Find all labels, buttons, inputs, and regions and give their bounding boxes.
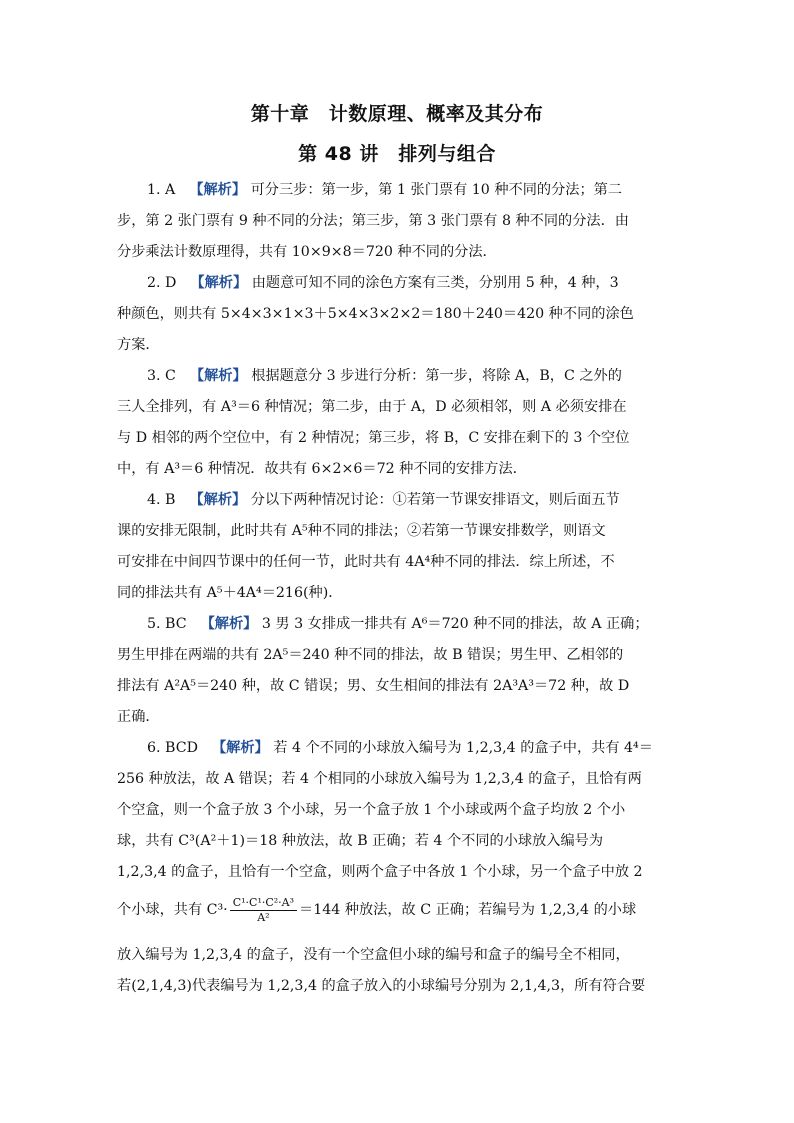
lesson-title: 第 48 讲 排列与组合 — [298, 143, 496, 165]
item-6-line-2: 256 种放法，故 A 错误；若 4 个相同的小球放入编号为 1,2,3,4 的盒子，且恰有两 — [117, 771, 642, 787]
item-4-line-4: 同的排法共有 A⁵＋4A⁴＝216(种)． — [117, 585, 343, 601]
item-5-line-3: 排法有 A²A⁵＝240 种，故 C 错误；男、女生相间的排法有 2A³A³＝72 种，故 D — [117, 678, 630, 694]
item-6-line-4: 球，共有 C³(A²＋1)＝18 种放法，故 B 正确；若 4 个不同的小球放入编号为 — [117, 833, 604, 849]
item-1-line-3: 分步乘法计数原理得，共有 10×9×8＝720 种不同的分法． — [117, 244, 497, 260]
item-5-line-1: 5. BC 【解析】 3 男 3 女排成一排共有 A⁶＝720 种不同的排法，故 A 正确； — [147, 616, 649, 632]
item-3-line-1: 3. C 【解析】 根据题意分 3 步进行分析：第一步，将除 A，B，C 之外的 — [147, 368, 622, 384]
chapter-title: 第十章 计数原理、概率及其分布 — [250, 103, 544, 125]
analysis-tag: 【解析】 — [200, 616, 258, 632]
item-2-line-1: 2. D 【解析】 由题意可知不同的涂色方案有三类，分别用 5 种，4 种，3 — [147, 275, 619, 291]
item-3-line-2: 三人全排列，有 A³＝6 种情况；第二步，由于 A，D 必须相邻，则 A 必须安排在 — [117, 399, 627, 415]
item-6-line-3: 个空盒，则一个盒子放 3 个小球，另一个盒子放 1 个小球或两个盒子均放 2 个小 — [117, 802, 626, 818]
item-4-line-1: 4. B 【解析】 分以下两种情况讨论：①若第一节课安排语文，则后面五节 — [147, 492, 620, 508]
fraction: $\frac{\text{C¹·C¹·C²·A³}}{\text{A²}}$ — [230, 896, 297, 925]
item-5-line-4: 正确． — [117, 709, 160, 725]
item-6-fraction-line: 个小球，共有 C³· $\frac{\text{C¹·C¹·C²·A³}}{\text{A²}}$ ＝144 种放法，故 C 正确；若编号为 1,2,3,4 的小球 — [117, 895, 637, 924]
item-4-line-2: 课的安排无限制，此时共有 A⁵种不同的排法；②若第一节课安排数学，则语文 — [117, 523, 606, 539]
item-2-line-2: 种颜色，则共有 5×4×3×1×3＋5×4×3×2×2＝180＋240＝420 种不同的涂色 — [117, 306, 634, 322]
item-1-line-1: 1. A 【解析】 可分三步：第一步，第 1 张门票有 10 种不同的分法；第二 — [147, 182, 623, 198]
item-3-line-3: 与 D 相邻的两个空位中，有 2 种情况；第三步，将 B，C 安排在剩下的 3 个空位 — [117, 430, 630, 446]
item-6-line-5: 1,2,3,4 的盒子，且恰有一个空盒，则两个盒子中各放 1 个小球，另一个盒子中放 2 — [117, 864, 643, 880]
item-6-line-8: 若(2,1,4,3)代表编号为 1,2,3,4 的盒子放入的小球编号分别为 2,1,4,3，所有符合要 — [117, 978, 646, 994]
item-6-line-7: 放入编号为 1,2,3,4 的盒子，没有一个空盒但小球的编号和盒子的编号全不相同， — [117, 947, 630, 963]
item-2-line-3: 方案． — [117, 337, 160, 353]
item-1-line-2: 步，第 2 张门票有 9 种不同的分法；第三步，第 3 张门票有 8 种不同的分法．由 — [117, 213, 629, 229]
analysis-tag: 【解析】 — [189, 492, 247, 508]
analysis-tag: 【解析】 — [190, 275, 248, 291]
item-6-line-1: 6. BCD 【解析】 若 4 个不同的小球放入编号为 1,2,3,4 的盒子中，共有 4⁴＝ — [147, 740, 653, 756]
analysis-tag: 【解析】 — [189, 368, 247, 384]
item-4-line-3: 可安排在中间四节课中的任何一节，此时共有 4A⁴种不同的排法．综上所述，不 — [117, 554, 615, 570]
item-3-line-4: 中，有 A³＝6 种情况．故共有 6×2×6＝72 种不同的安排方法． — [117, 461, 527, 477]
item-5-line-2: 男生甲排在两端的共有 2A⁵＝240 种不同的排法，故 B 错误；男生甲、乙相邻的 — [117, 647, 624, 663]
analysis-tag: 【解析】 — [211, 740, 269, 756]
analysis-tag: 【解析】 — [189, 182, 247, 198]
